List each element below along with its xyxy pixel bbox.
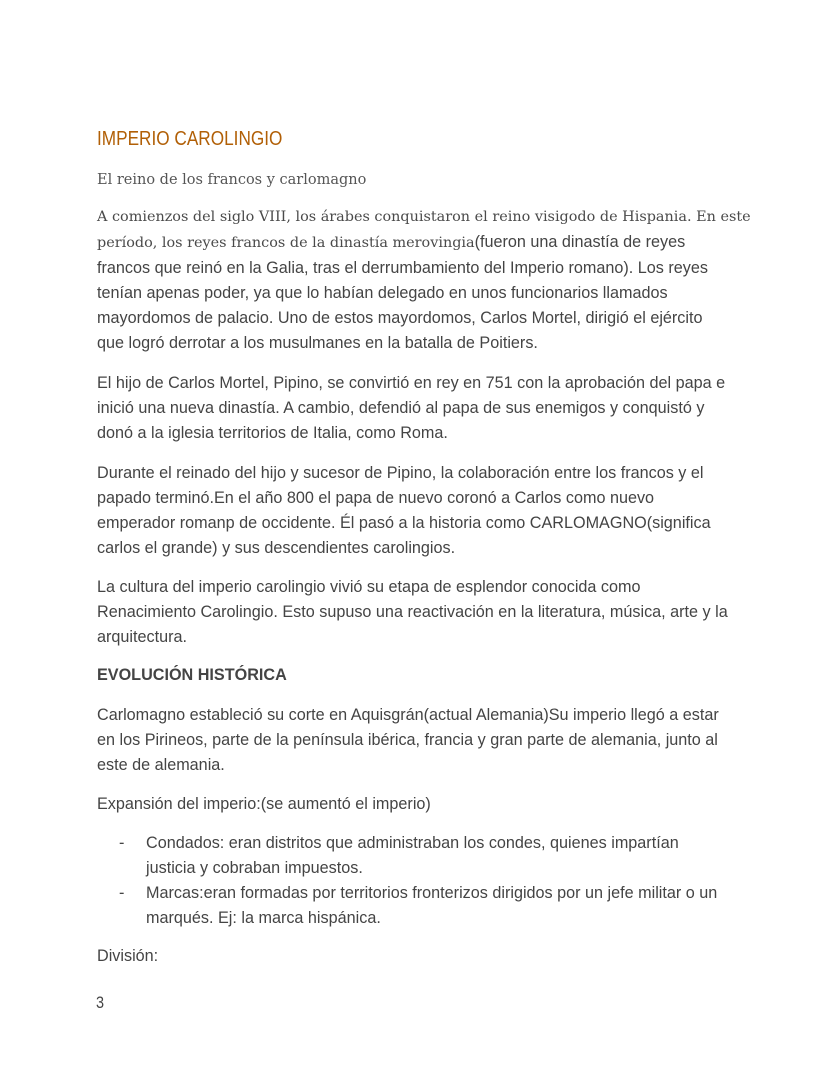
paragraph-3-line-3: emperador romanp de occidente. Él pasó a la historia como CARLOMAGNO(significa bbox=[97, 514, 711, 532]
expansion-label: Expansión del imperio:(se aumentó el imperio) bbox=[97, 795, 431, 813]
bullet-1-line-1: Condados: eran distritos que administraban los condes, quienes impartían bbox=[146, 834, 679, 852]
section-heading: EVOLUCIÓN HISTÓRICA bbox=[97, 666, 287, 684]
paragraph-3-line-2: papado terminó.En el año 800 el papa de nuevo coronó a Carlos como nuevo bbox=[97, 489, 655, 507]
division-label: División: bbox=[97, 947, 159, 965]
paragraph-5-line-2: en los Pirineos, parte de la península ibérica, francia y gran parte de alemania, junto al bbox=[97, 731, 718, 749]
paragraph-1-line-4: tenían apenas poder, ya que lo habían delegado en unos funcionarios llamados bbox=[97, 284, 668, 302]
list-item bbox=[97, 831, 757, 881]
paragraph-2-line-2: inició una nueva dinastía. A cambio, defendió al papa de sus enemigos y conquistó y bbox=[97, 399, 705, 417]
bullet-dash: - bbox=[119, 834, 125, 852]
paragraph-1 bbox=[97, 205, 751, 356]
paragraph-4-line-2: Renacimiento Carolingio. Esto supuso una reactivación en la literatura, música, arte y la bbox=[97, 603, 728, 621]
paragraph-4 bbox=[97, 575, 737, 650]
bullet-dash: - bbox=[119, 884, 125, 902]
paragraph-2 bbox=[97, 371, 737, 446]
page-subtitle: El reino de los francos y carlomagno bbox=[97, 172, 367, 188]
paragraph-1-line-2-rest: (fueron una dinastía de reyes bbox=[474, 233, 686, 251]
paragraph-1-line-6: que logró derrotar a los musulmanes en la batalla de Poitiers. bbox=[97, 334, 538, 352]
paragraph-1-line-1: A comienzos del siglo VIII, los árabes conquistaron el reino visigodo de Hispania. En este bbox=[97, 209, 751, 225]
paragraph-1-line-3: francos que reinó en la Galia, tras el derrumbamiento del Imperio romano). Los reyes bbox=[97, 259, 708, 277]
paragraph-1-line-2-serif: período, los reyes francos de la dinastía merovingia bbox=[97, 235, 475, 251]
paragraph-1-line-2 bbox=[97, 230, 737, 256]
page-title: IMPERIO CAROLINGIO bbox=[97, 128, 283, 150]
paragraph-2-line-1: El hijo de Carlos Mortel, Pipino, se convirtió en rey en 751 con la aprobación del papa e bbox=[97, 374, 726, 392]
page-number: 3 bbox=[96, 993, 105, 1012]
bullet-1-line-2: justicia y cobraban impuestos. bbox=[146, 859, 363, 877]
paragraph-2-line-3: donó a la iglesia territorios de Italia, como Roma. bbox=[97, 424, 448, 442]
paragraph-5 bbox=[97, 703, 737, 778]
paragraph-4-line-3: arquitectura. bbox=[97, 628, 187, 646]
list-item bbox=[97, 881, 757, 931]
paragraph-1-line-5: mayordomos de palacio. Uno de estos mayordomos, Carlos Mortel, dirigió el ejército bbox=[97, 309, 703, 327]
bullet-2-line-2: marqués. Ej: la marca hispánica. bbox=[146, 909, 381, 927]
paragraph-5-line-1: Carlomagno estableció su corte en Aquisgrán(actual Alemania)Su imperio llegó a estar bbox=[97, 706, 719, 724]
paragraph-4-line-1: La cultura del imperio carolingio vivió su etapa de esplendor conocida como bbox=[97, 578, 641, 596]
bullet-list bbox=[97, 831, 757, 931]
paragraph-5-line-3: este de alemania. bbox=[97, 756, 225, 774]
paragraph-3-line-4: carlos el grande) y sus descendientes carolingios. bbox=[97, 539, 456, 557]
paragraph-3-line-1: Durante el reinado del hijo y sucesor de Pipino, la colaboración entre los francos y el bbox=[97, 464, 704, 482]
paragraph-3 bbox=[97, 461, 737, 561]
bullet-2-line-1: Marcas:eran formadas por territorios fronterizos dirigidos por un jefe militar o un bbox=[146, 884, 718, 902]
